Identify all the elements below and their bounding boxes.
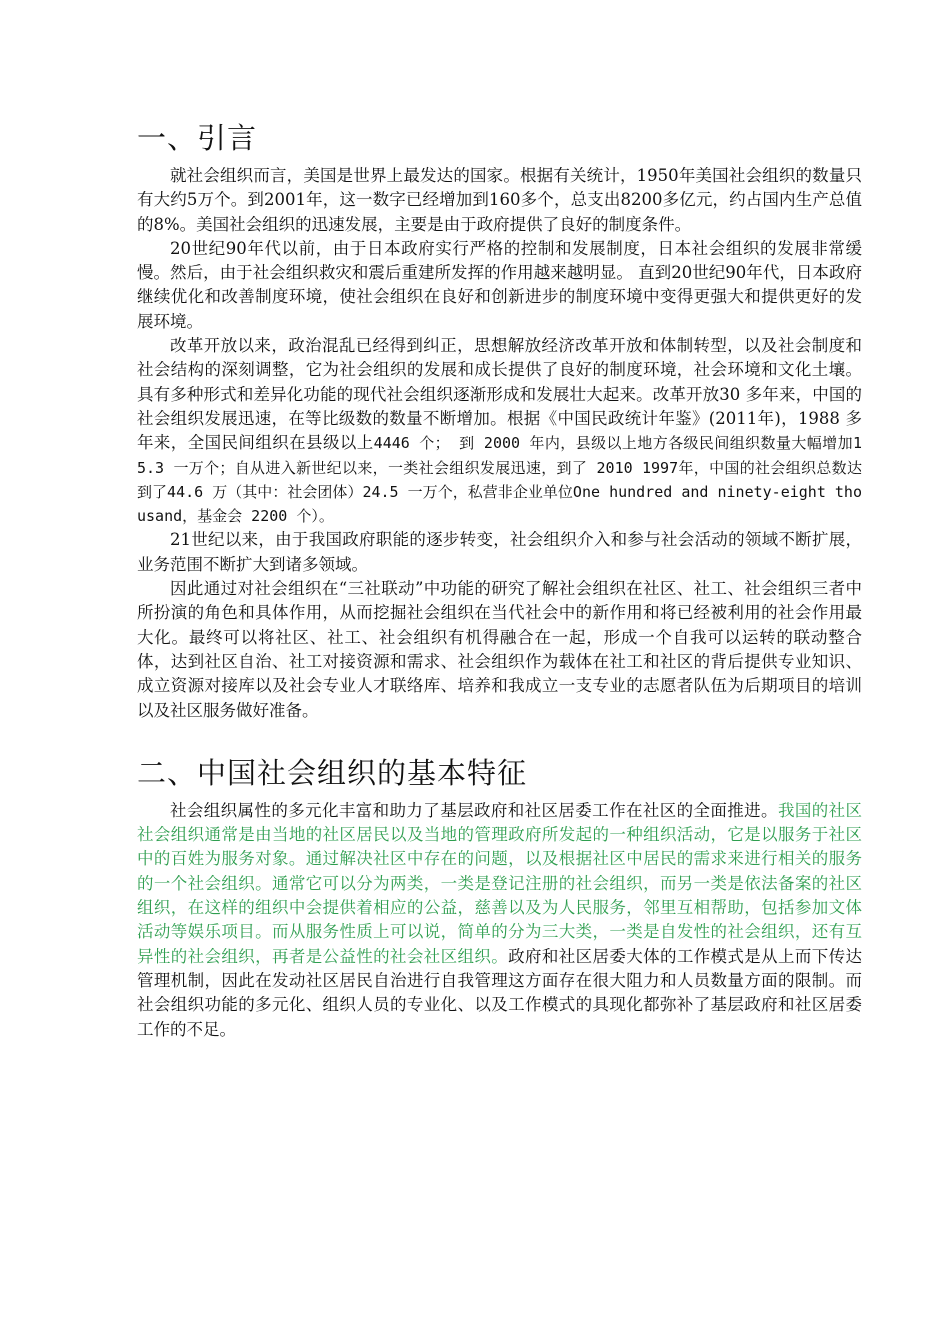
document-page <box>137 118 862 1042</box>
paragraph-text: 政府和社区居委大体的工作模式是从上而下传达管理机制，因此在发动社区居民自治进行自我管理这方面存在很大阻力和人员数量方面的限制。而社会组织功能的多元化、组织人员的专业化、以及工作模式的具现化都弥补了基层政府和社区居委工作的不足。 <box>137 946 863 1039</box>
paragraph-21st-century: 21世纪以来，由于我国政府职能的逐步转变，社会组织介入和参与社会活动的领域不断扩展，业务范围不断扩大到诸多领域。 <box>137 530 862 574</box>
paragraph-text: 改革开放以来，政治混乱已经得到纠正，思想解放经济改革开放和体制转型，以及社会制度和社会结构的深刻调整，它为社会组织的发展和成长提供了良好的制度环境，社会环境和文化土壤。 具有多种形式和差异化功能的现代社会组织逐渐形成和发展壮大起来。改革开放30 多年来，中国的社会组织发展迅速，在等比级数的数量不断增加。根据《中国民政统计年鉴》(2011年)，1988 多年来，全国民间组织在县级以上 <box>137 336 862 453</box>
paragraph-text: 社会组织属性的多元化丰富和助力了基层政府和社区居委工作在社区的全面推进。 <box>170 800 778 820</box>
paragraph-china-reform <box>137 334 862 528</box>
paragraph-usa: 就社会组织而言，美国是世界上最发达的国家。根据有关统计，1950年美国社会组织的数量只有大约5万个。到2001年，这一数字已经增加到160多个，总支出8200多亿元，约占国内生产总值的8%。美国社会组织的迅速发展，主要是由于政府提供了良好的制度条件。 <box>137 166 862 234</box>
paragraph-statistics: 4446 个； 到 2000 年内，县级以上地方各级民间组织数量大幅增加15.3 一万个；自从进入新世纪以来，一类社会组织发展迅速，到了 2010 1997年，中国的社会组织总数达到了44.6 万（其中：社会团体）24.5 一万个，私营非企业单位One hundred and ninety-eight thousand，基金会 2200 个）。 <box>137 434 863 526</box>
section-heading-basic-features: 二、中国社会组织的基本特征 <box>137 755 528 790</box>
paragraph-japan: 20世纪90年代以前，由于日本政府实行严格的控制和发展制度，日本社会组织的发展非常缓慢。然后，由于社会组织救灾和震后重建所发挥的作用越来越明显。 直到20世纪90年代，日本政府继续优化和改善制度环境，使社会组织在良好和创新进步的制度环境中变得更强大和提供更好的发展环境。 <box>137 238 862 331</box>
paragraph-research-purpose: 因此通过对社会组织在“三社联动”中功能的研究了解社会组织在社区、社工、社会组织三者中所扮演的角色和具体作用，从而挖掘社会组织在当代社会中的新作用和将已经被利用的社会作用最大化。最终可以将社区、社工、社会组织有机得融合在一起，形成一个自我可以运转的联动整合体，达到社区自治、社工对接资源和需求、社会组织作为载体在社工和社区的背后提供专业知识、成立资源对接库以及社会专业人才联络库、培养和我成立一支专业的志愿者队伍为后期项目的培训以及社区服务做好准备。 <box>137 579 862 720</box>
paragraph-features <box>137 799 862 1042</box>
highlighted-text: 我国的社区社会组织通常是由当地的社区居民以及当地的管理政府所发起的一种组织活动，它是以服务于社区中的百姓为服务对象。通过解决社区中存在的问题，以及根据社区中居民的需求来进行相关的服务的一个社会组织。通常它可以分为两类，一类是登记注册的社会组织，而另一类是依法备案的社区组织，在这样的组织中会提供着相应的公益，慈善以及为人民服务，邻里互相帮助，包括参加文体活动等娱乐项目。而从服务性质上可以说，简单的分为三大类，一类是自发性的社会组织，还有互异性的社会组织，再者是公益性的社会社区组织。 <box>137 800 863 966</box>
section-heading-introduction: 一、引言 <box>137 121 258 155</box>
